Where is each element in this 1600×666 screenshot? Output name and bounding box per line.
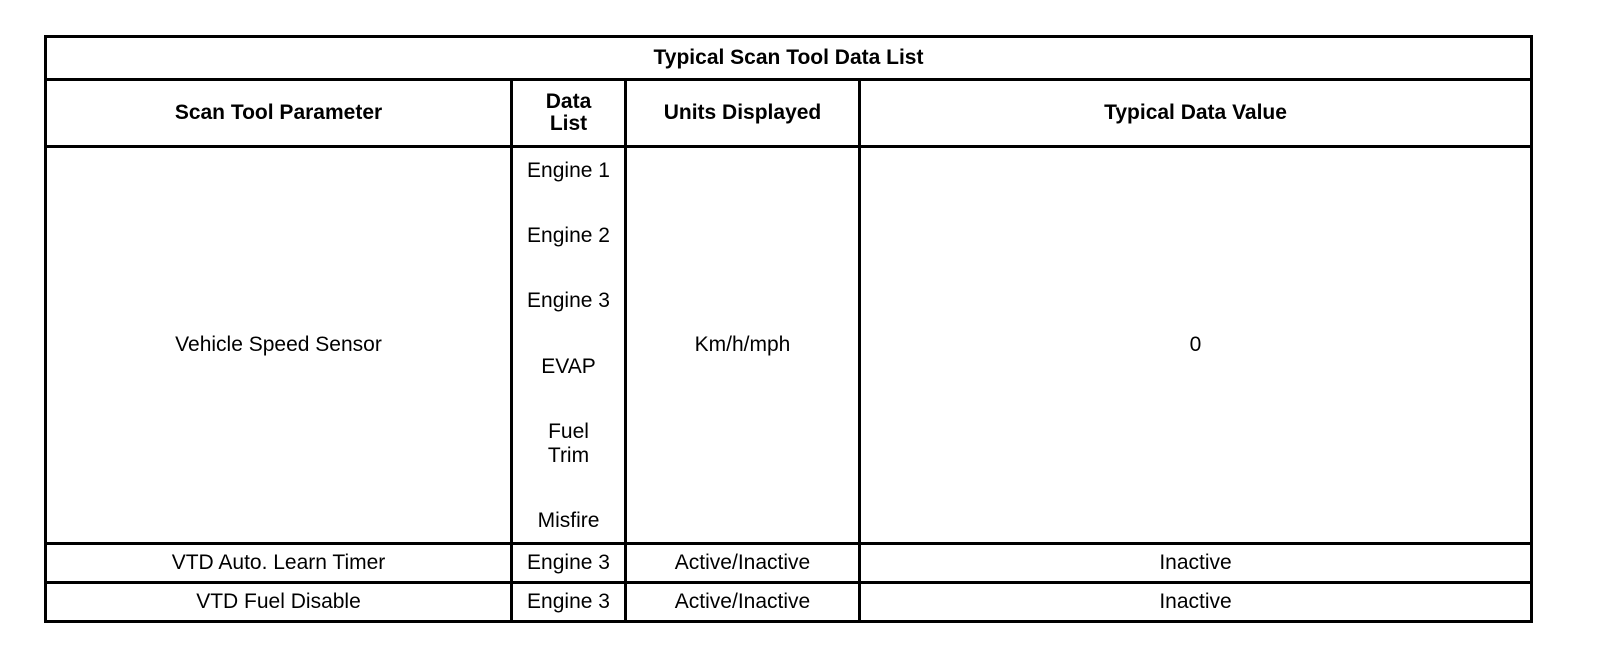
cell-value: Inactive: [860, 583, 1532, 622]
data-list-item: Engine 3: [527, 289, 610, 313]
cell-data-list: Engine 3: [512, 583, 626, 622]
scan-tool-data-table: [44, 35, 1533, 623]
header-scan-tool-parameter: Scan Tool Parameter: [46, 80, 512, 147]
cell-value: Inactive: [860, 544, 1532, 583]
header-data-list: [512, 80, 626, 147]
table-title: Typical Scan Tool Data List: [46, 37, 1532, 80]
cell-units: Km/h/mph: [626, 147, 860, 544]
cell-data-list: Engine 3: [512, 544, 626, 583]
data-list-item: Engine 2: [527, 224, 610, 248]
table-title-row: [46, 37, 1532, 80]
data-list-item: Fuel: [548, 419, 589, 443]
table-row: [46, 544, 1532, 583]
cell-parameter: Vehicle Speed Sensor: [46, 147, 512, 544]
table-header-row: [46, 80, 1532, 147]
header-data-list-line2: List: [549, 112, 588, 135]
data-list-item: EVAP: [541, 354, 596, 378]
table-row: [46, 147, 1532, 544]
data-list-item-fuel-trim: [517, 420, 620, 468]
table-row: [46, 583, 1532, 622]
cell-value: 0: [860, 147, 1532, 544]
data-list-item: Misfire: [537, 508, 600, 532]
cell-data-list: [512, 147, 626, 544]
cell-parameter: VTD Fuel Disable: [46, 583, 512, 622]
cell-units: Active/Inactive: [626, 544, 860, 583]
header-data-list-line1: Data: [545, 90, 592, 113]
header-units-displayed: Units Displayed: [626, 80, 860, 147]
cell-parameter: VTD Auto. Learn Timer: [46, 544, 512, 583]
data-list-item: Engine 1: [527, 159, 610, 182]
data-list-item: Trim: [547, 443, 590, 467]
cell-units: Active/Inactive: [626, 583, 860, 622]
header-typical-data-value: Typical Data Value: [860, 80, 1532, 147]
